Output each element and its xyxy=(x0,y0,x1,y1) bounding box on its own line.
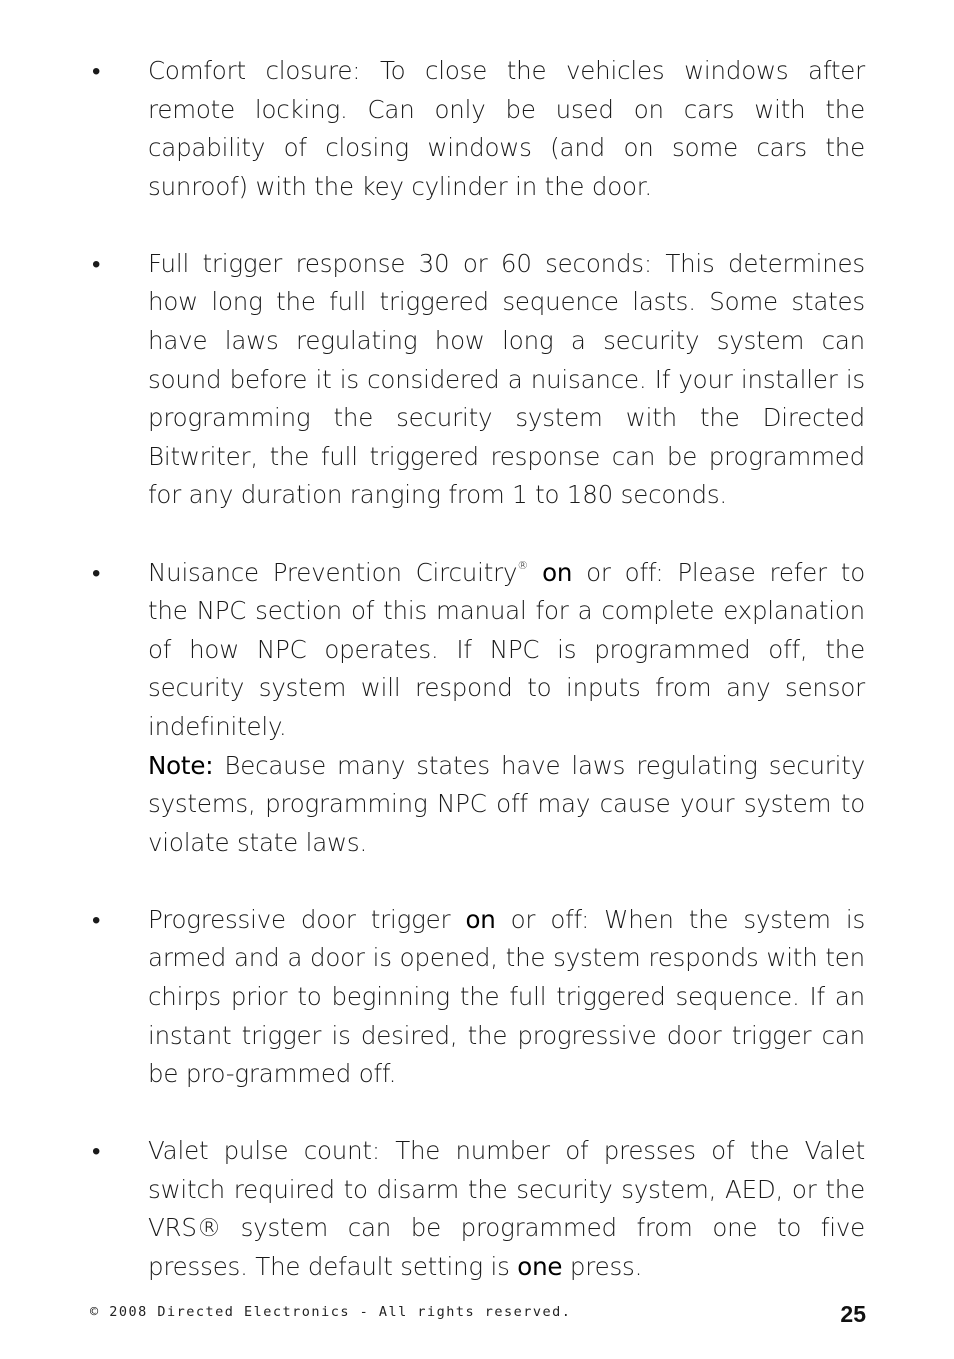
bullet-dot: • xyxy=(92,57,101,85)
feature-bullet-list xyxy=(88,52,865,1287)
bullet-nuisance-prevention xyxy=(88,554,865,863)
bullet-prefix: Valet pulse count: The number of presses of the Valet switch required to disarm the security system, AED, or the VRS® system can be programmed from one to five presses. The default setting is xyxy=(148,1136,865,1282)
bullet-rest: or off: When the system is armed and a door is opened, the system responds with ten chirps prior to beginning the full triggered sequence. If an instant trigger is desired, the progressive door trigger can be pro-grammed off. xyxy=(148,904,866,1089)
bullet-prefix: Progressive door trigger xyxy=(148,904,466,934)
bullet-text: Comfort closure: To close the vehicles windows after remote locking. Can only be used on cars with the capability of closing windows (and on some cars the sunroof) with the key cylinder in the door. xyxy=(148,56,865,201)
on-emphasis: on xyxy=(465,904,496,934)
bullet-progressive-door-trigger xyxy=(88,901,865,1094)
note-line xyxy=(148,747,865,863)
bullet-text xyxy=(148,1132,865,1286)
bullet-full-trigger-response xyxy=(88,245,865,515)
bullet-comfort-closure xyxy=(88,52,865,206)
one-emphasis: one xyxy=(517,1252,563,1282)
bullet-suffix: press. xyxy=(562,1252,643,1282)
bullet-prefix: Nuisance Prevention Circuitry xyxy=(148,557,518,587)
note-text: Because many states have laws regulating security systems, programming NPC off may cause your system to violate state laws. xyxy=(148,750,865,857)
copyright-footer: © 2008 Directed Electronics - All rights reserved. xyxy=(90,1304,572,1320)
on-emphasis: on xyxy=(542,557,573,587)
bullet-dot: • xyxy=(92,905,101,934)
bullet-rest: or off: Please refer to the NPC section of this manual for a complete explanation of how NPC operates. If NPC is programmed off, the security system will respond to inputs from any sensor indefinitely. xyxy=(148,557,865,741)
bullet-dot: • xyxy=(92,1137,101,1166)
registered-mark: ® xyxy=(517,558,529,572)
note-label: Note: xyxy=(148,750,214,780)
bullet-text xyxy=(148,901,865,1094)
bullet-valet-pulse-count xyxy=(88,1132,865,1286)
bullet-text xyxy=(148,554,865,863)
bullet-text: Full trigger response 30 or 60 seconds: This determines how long the full triggered sequence lasts. Some states have laws regulating how long a security system can sound before it is considered a nuisance. If your installer is programming the security system with the Directed Bitwriter, the full triggered response can be programmed for any duration ranging from 1 to 180 seconds. xyxy=(148,248,865,510)
bullet-dot: • xyxy=(92,558,101,587)
page-number: 25 xyxy=(840,1301,866,1327)
bullet-dot: • xyxy=(92,249,101,278)
